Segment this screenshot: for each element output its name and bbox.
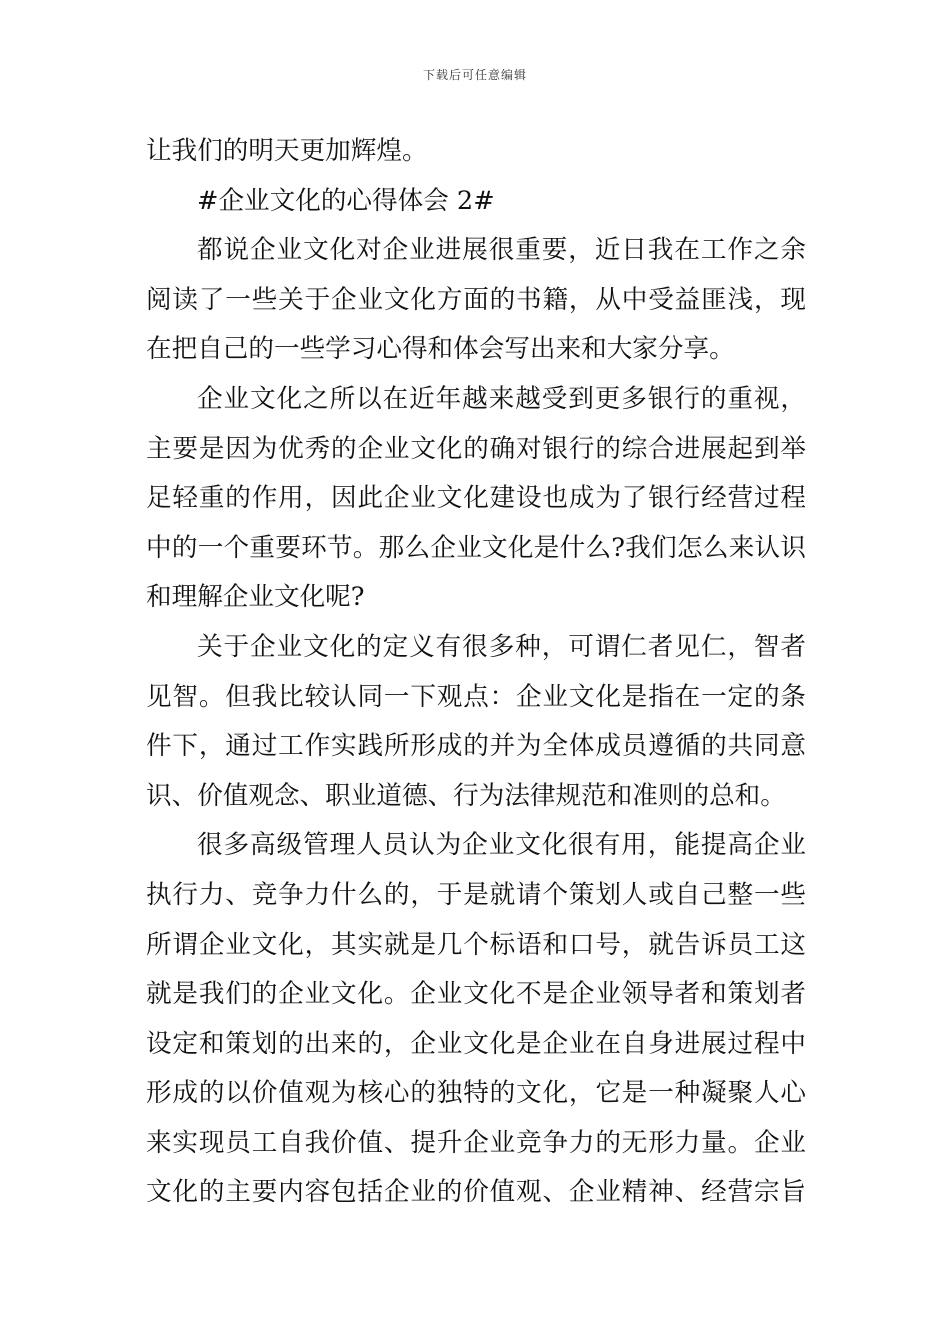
text-line: 就是我们的企业文化。企业文化不是企业领导者和策划者: [146, 979, 806, 1010]
text-line: 识、价值观念、职业道德、行为法律规范和准则的总和。: [146, 780, 786, 811]
text-line: 中的一个重要环节。那么企业文化是什么?我们怎么来认识: [146, 532, 806, 563]
text-line: 文化的主要内容包括企业的价值观、企业精神、经营宗旨: [146, 1177, 806, 1208]
text-line: 来实现员工自我价值、提升企业竞争力的无形力量。企业: [146, 1127, 806, 1158]
page-header: 下载后可任意编辑: [422, 68, 527, 82]
text-line: 设定和策划的出来的，企业文化是企业在自身进展过程中: [146, 1028, 806, 1059]
text-line: 见智。但我比较认同一下观点：企业文化是指在一定的条: [146, 681, 806, 712]
text-line: 足轻重的作用，因此企业文化建设也成为了银行经营过程: [146, 483, 806, 514]
text-line: 都说企业文化对企业进展很重要，近日我在工作之余: [197, 235, 806, 266]
text-line: 形成的以价值观为核心的独特的文化，它是一种凝聚人心: [146, 1078, 806, 1109]
text-line: 主要是因为优秀的企业文化的确对银行的综合进展起到举: [146, 433, 806, 464]
text-line: 让我们的明天更加辉煌。: [146, 136, 428, 166]
section-heading: #企业文化的心得体会 2#: [197, 185, 495, 216]
text-line: 关于企业文化的定义有很多种，可谓仁者见仁，智者: [197, 631, 806, 662]
document-body: [146, 127, 806, 1218]
text-line: 企业文化之所以在近年越来越受到更多银行的重视，: [197, 383, 806, 414]
text-line: 件下，通过工作实践所形成的并为全体成员遵循的共同意: [146, 731, 806, 762]
text-line: 阅读了一些关于企业文化方面的书籍，从中受益匪浅，现: [146, 284, 806, 315]
text-line: 和理解企业文化呢?: [146, 582, 365, 613]
text-line: 很多高级管理人员认为企业文化很有用，能提高企业: [197, 830, 806, 861]
text-line: 所谓企业文化，其实就是几个标语和口号，就告诉员工这: [146, 929, 806, 960]
text-line: 执行力、竞争力什么的，于是就请个策划人或自己整一些: [146, 879, 806, 910]
text-line: 在把自己的一些学习心得和体会写出来和大家分享。: [146, 334, 735, 365]
